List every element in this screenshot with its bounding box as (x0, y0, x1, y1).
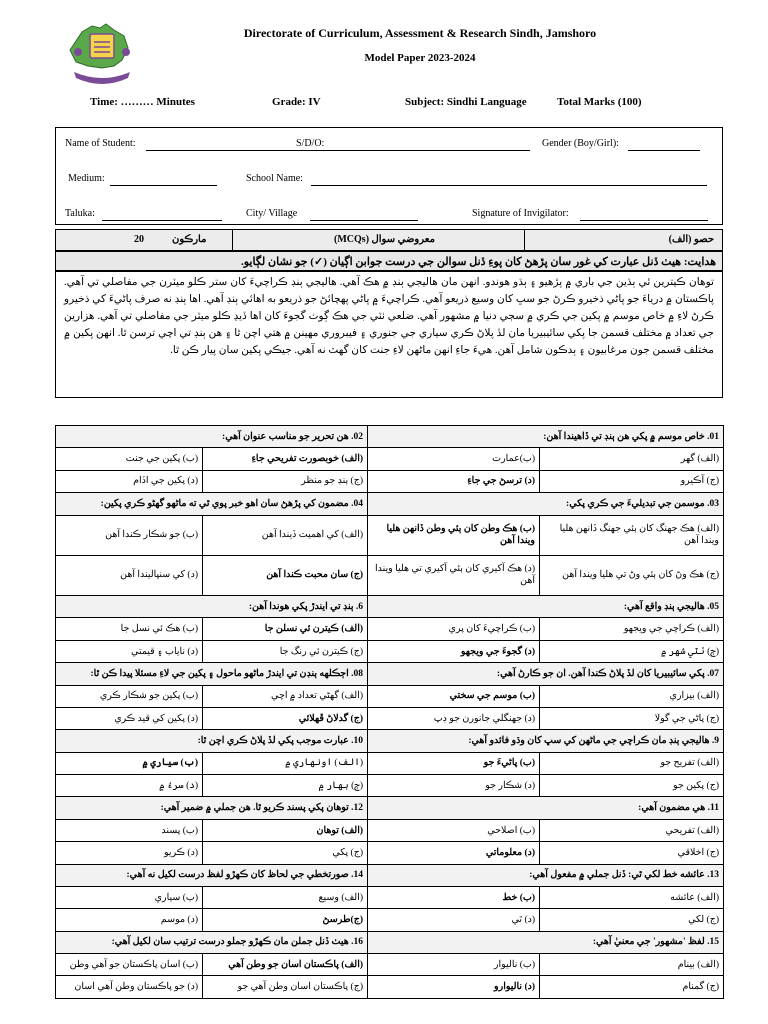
mcq-table (55, 425, 724, 999)
answer-option[interactable]: (الف) پاڪستان اسان جو وطن آهي (203, 954, 368, 976)
subject-field: Subject: Sindhi Language (405, 96, 527, 108)
options-row (56, 842, 724, 864)
instruction-text: هدايت: هيٺ ڏنل عبارت کي غور سان پڙهڻ کان پوءِ ڏنل سوالن جي درست جوابن اڳيان (✓) جو نشان لڳايو. (55, 251, 723, 271)
options-row (56, 618, 724, 640)
answer-option[interactable]: (الف) بيزاري (540, 685, 724, 707)
answer-option[interactable]: (ب) اسان پاڪستان جو آهي وطن (56, 954, 203, 976)
answer-option[interactable]: (ج) پکي (203, 842, 368, 864)
answer-option[interactable]: (الف) اونهاري ۾ (203, 752, 368, 774)
answer-option[interactable]: (د) گجوءَ جي ويجهو (368, 640, 540, 662)
options-row (56, 640, 724, 662)
answer-option[interactable]: (ج) پاڻي جي گولا (540, 707, 724, 729)
question-text: 08. اڄڪلهه ٻنڊن تي ايندڙ ماڻهو ماحول ۽ پکين جي لاءِ مسئلا پيدا ڪن ٿا: (56, 663, 368, 685)
answer-option[interactable]: (د) ناليوارو (368, 976, 540, 999)
answer-option[interactable]: (ب) ناليوار (368, 954, 540, 976)
question-text: 6. ٻنڊ تي ايندڙ پکي هوندا آهن: (56, 596, 368, 618)
question-row (56, 864, 724, 886)
options-row (56, 685, 724, 707)
reading-passage: توهان ڪيترين ئي ٻڌين جي باري ۾ پڙهيو ۽ ٻڌو هوندو. انهن مان هاليجي ٻنڊ ۾ هڪ آهي. هاليجي ٻنڊ ڪراچيءَ کان ستر ڪلو ميٽرن جي مفاصلي تي آهي. پاڪستان ۾ درياءَ جو پاڻي ذخيرو ڪرڻ جو سڀ کان وسيع ذريعو آهي. ڪراچيءَ ۾ پاڻي پهچائڻ جو ذريعو به اهائي ٻنڊ آهي. اها ٻنڊ نه صرف پاڻيءَ کي ذخيرو ڪرڻ لاءِ ۾ خاص موسم ۾ پکين جي ڪري ۾ سڄي دنيا ۾ مشهور آهي. ضلعي ٺٽي جي هڪ ڳوٺ گجوءَ کان اها ڏيڍ ڪلو ميٽر جي مفاصلي تي آهي. هزارين جي تعداد ۾ مختلف قسمن جا پکي سائيبيريا مان لڏ پلاڻ ڪري سياري جي جنوري ۽ فيبروري مهينن ۾ هتي اچن ٿا ۽ هن ٻنڊ تي اچي ترسن ٿا. انهن پکين ۾ مختلف قسمن جون مرغابيون ۽ ٻدڪون شامل آهن. هيءَ جاءِ انهن ماڻهن لاءِ جنت کان گهٽ نه آهي. جيڪي پکين سان پيار ڪن ٿا. (55, 271, 723, 398)
answer-option[interactable]: (ج) آڪيرو (540, 470, 724, 492)
sdo-field[interactable] (330, 150, 530, 151)
answer-option[interactable]: (د) موسم (56, 909, 203, 931)
answer-option[interactable]: (ج) ڪيترن ئي رنگ جا (203, 640, 368, 662)
answer-option[interactable]: (د) شڪار جو (368, 775, 540, 797)
answer-option[interactable]: (ب) سياري (56, 886, 203, 908)
section-header (55, 229, 723, 251)
question-text: 11. هي مضمون آهي: (368, 797, 724, 819)
options-row (56, 954, 724, 976)
answer-option[interactable]: (الف) ڪيترن ئي نسلن جا (203, 618, 368, 640)
answer-option[interactable]: (ب) پاڻيءَ جو (368, 752, 540, 774)
options-row (56, 555, 724, 595)
options-row (56, 515, 724, 555)
answer-option[interactable]: (الف) هڪ جهنگ کان ٻئي جهنگ ڏانهن هليا ويندا آهن (540, 515, 724, 555)
answer-option[interactable]: (ج) ٻنڊ جو منظر (203, 470, 368, 492)
question-row (56, 663, 724, 685)
answer-option[interactable]: (الف) ڪراچي جي ويجهو (540, 618, 724, 640)
school-name-label: School Name: (246, 173, 303, 184)
answer-option[interactable]: (الف) کي اهميت ڏيندا آهن (203, 515, 368, 555)
answer-option[interactable]: (د) جهنگلي جانورن جو ڊپ (368, 707, 540, 729)
question-row (56, 931, 724, 953)
question-text: 14. صورتخطي جي لحاظ کان ڪهڙو لفظ درست لکيل نه آهي: (56, 864, 368, 886)
answer-option[interactable]: (ب) اصلاحي (368, 819, 540, 841)
student-info-box (55, 127, 723, 225)
options-row (56, 448, 724, 470)
answer-option[interactable]: (ب) پکين جي جنت (56, 448, 203, 470)
question-text: 10. عبارت موجب پکي لڏ پلاڻ ڪري اچن ٿا: (56, 730, 368, 752)
question-row (56, 797, 724, 819)
total-marks-field: Total Marks (100) (557, 96, 642, 108)
answer-option[interactable]: (ب)عمارت (368, 448, 540, 470)
paper-subtitle: Model Paper 2023-2024 (364, 52, 476, 64)
question-text: 04. مضمون کي پڙهڻ سان اهو خبر پوي ٿي ته ماڻهو گهڻو ڪري پکين: (56, 493, 368, 515)
options-row (56, 470, 724, 492)
signature-field[interactable] (580, 220, 708, 221)
taluka-label: Taluka: (65, 208, 95, 219)
options-row (56, 976, 724, 999)
answer-option[interactable]: (الف) گهڻي تعداد ۾ اچي (203, 685, 368, 707)
options-row (56, 909, 724, 931)
answer-option[interactable]: (الف) وسيع (203, 886, 368, 908)
answer-option[interactable]: (ب) جو شڪار ڪندا آهن (56, 515, 203, 555)
question-text: 02. هن تحرير جو مناسب عنوان آهي: (56, 426, 368, 448)
question-text: 9. هاليجي ٻنڊ مان ڪراچي جي ماڻهن کي سڀ کان وڌو فائدو آهي: (368, 730, 724, 752)
section-marks-value: 20 (134, 234, 144, 245)
answer-option[interactable]: (الف) تفريحي (540, 819, 724, 841)
answer-option[interactable]: (ج) لکي (540, 909, 724, 931)
question-text: 03. موسمن جي تبديليءَ جي ڪري پکي: (368, 493, 724, 515)
answer-option[interactable]: (ب) سياري ۾ (56, 752, 203, 774)
answer-option[interactable]: (ج) هڪ وڻ کان ٻئي وڻ تي هليا ويندا آهن (540, 555, 724, 595)
answer-option[interactable]: (ب) پسند (56, 819, 203, 841)
answer-option[interactable]: (الف) عائشه (540, 886, 724, 908)
section-part: حصو (الف) (668, 234, 714, 245)
answer-option[interactable]: (د) ڪريو (56, 842, 203, 864)
gender-label: Gender (Boy/Girl): (542, 138, 619, 149)
answer-option[interactable]: (د) پکين جي اڏام (56, 470, 203, 492)
student-name-field[interactable] (146, 150, 346, 151)
medium-field[interactable] (110, 185, 217, 186)
answer-option[interactable]: (ج) بهار ۾ (203, 775, 368, 797)
options-row (56, 819, 724, 841)
answer-option[interactable]: (ج) اخلاقي (540, 842, 724, 864)
options-row (56, 886, 724, 908)
answer-option[interactable]: (ج) پکين جو (540, 775, 724, 797)
answer-option[interactable]: (ج)طرسڻ (203, 909, 368, 931)
answer-option[interactable]: (د) جو پاڪستان وطن آهي اسان (56, 976, 203, 999)
answer-option[interactable]: (ب) ڪراچيءَ کان پري (368, 618, 540, 640)
answer-option[interactable]: (الف) بينام (540, 954, 724, 976)
options-row (56, 775, 724, 797)
grade-field: Grade: IV (272, 96, 321, 108)
city-label: City/ Village (246, 208, 298, 219)
answer-option[interactable]: (ب) هڪ ئي نسل جا (56, 618, 203, 640)
question-text: 07. پکي سائيبيريا کان لڏ پلاڻ ڪندا آهن. ان جو ڪارڻ آهي: (368, 663, 724, 685)
answer-option[interactable]: (د) هڪ آکيري کان ٻئي آکيري تي هليا ويندا آهن (368, 555, 540, 595)
question-text: 15. لفظ 'مشهور' جي معنيٰ آهي: (368, 931, 724, 953)
question-row (56, 596, 724, 618)
answer-option[interactable]: (د) کي سنڀاليندا آهن (56, 555, 203, 595)
answer-option[interactable]: (ب) موسم جي سختي (368, 685, 540, 707)
answer-option[interactable]: (د) معلوماتي (368, 842, 540, 864)
question-row (56, 730, 724, 752)
answer-option[interactable]: (الف) گهر (540, 448, 724, 470)
answer-option[interactable]: (د) پکين کي قيد ڪري (56, 707, 203, 729)
answer-option[interactable]: (ج) پاڪستان اسان وطن آهي جو (203, 976, 368, 999)
answer-option[interactable]: (د) ٿي (368, 909, 540, 931)
question-text: 12. توهان پکي پسند ڪريو ٿا. هن جملي ۾ ضمير آهي: (56, 797, 368, 819)
answer-option[interactable]: (الف) تفريح جو (540, 752, 724, 774)
signature-label: Signature of Invigilator: (472, 208, 569, 219)
answer-option[interactable]: (د) ترسڻ جي جاءِ (368, 470, 540, 492)
options-row (56, 752, 724, 774)
answer-option[interactable]: (ج) سان محبت ڪندا آهن (203, 555, 368, 595)
medium-label: Medium: (68, 173, 105, 184)
gender-field[interactable] (628, 150, 700, 151)
question-text: 05. هاليجي ٻنڊ واقع آهي: (368, 596, 724, 618)
answer-option[interactable]: (ج) گمنام (540, 976, 724, 999)
question-row (56, 426, 724, 448)
section-type: معروضي سوال (MCQs) (334, 234, 435, 245)
answer-option[interactable]: (ب) هڪ وطن کان ٻئي وطن ڏانهن هليا ويندا آهن (368, 515, 540, 555)
answer-option[interactable]: (د) سرءُ ۾ (56, 775, 203, 797)
answer-option[interactable]: (د) ناياب ۽ قيمتي (56, 640, 203, 662)
answer-option[interactable]: (ب) پکين جو شڪار ڪري (56, 685, 203, 707)
answer-option[interactable]: (ج) گدلاڻ ڦهلائي (203, 707, 368, 729)
institution-logo (66, 22, 138, 86)
question-text: 01. خاص موسم ۾ پکي هن ٻنڊ تي ڏاهيندا آهن: (368, 426, 724, 448)
answer-option[interactable]: (الف) توهان (203, 819, 368, 841)
student-name-label: Name of Student: (65, 138, 136, 149)
taluka-field[interactable] (102, 220, 222, 221)
answer-option[interactable]: (ج) ٺٽي شهر ۾ (540, 640, 724, 662)
question-text: 13. عائشه خط لکي ٿي: ڏنل جملي ۾ مفعول آهي: (368, 864, 724, 886)
school-name-field[interactable] (311, 185, 707, 186)
section-marks-label: مارڪون (172, 234, 207, 245)
city-field[interactable] (310, 220, 418, 221)
question-text: 16. هيٺ ڏنل جملن مان ڪهڙو جملو درست ترتيب سان لکيل آهي: (56, 931, 368, 953)
sdo-label: S/D/O: (296, 138, 325, 149)
question-row (56, 493, 724, 515)
directorate-title: Directorate of Curriculum, Assessment & Research Sindh, Jamshoro (243, 26, 597, 40)
time-field: Time: ……… Minutes (90, 96, 195, 108)
options-row (56, 707, 724, 729)
answer-option[interactable]: (ب) خط (368, 886, 540, 908)
answer-option[interactable]: (الف) خوبصورت تفريحي جاءِ (203, 448, 368, 470)
